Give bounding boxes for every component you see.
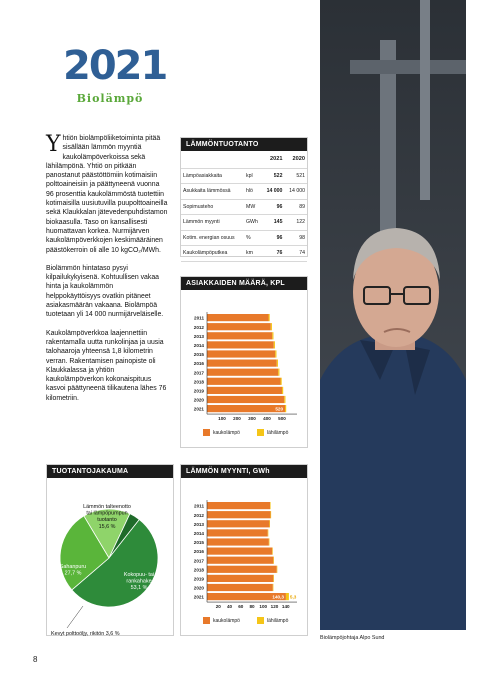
table-cell: 522 xyxy=(262,168,285,184)
legend-label-kaukolampo: kaukolämpö xyxy=(213,617,240,624)
y-tick-label: 2018 xyxy=(193,567,204,573)
table-header-cell: 2021 xyxy=(262,151,285,168)
customers-chart-box xyxy=(180,276,308,448)
bar-lahilampo xyxy=(273,584,274,591)
sales-chart-title: LÄMMÖN MYYNTI, GWh xyxy=(181,465,307,478)
y-tick-label: 2015 xyxy=(193,352,204,358)
pie-label-kokopuu: Kokopuu- tai rankahake 53,1 % xyxy=(123,572,155,592)
x-tick-label: 80 xyxy=(249,604,255,608)
table-cell: 98 xyxy=(284,230,307,246)
dropcap: Y xyxy=(46,132,61,157)
bar-kaukolampo xyxy=(207,323,271,330)
x-tick-label: 40 xyxy=(226,604,233,608)
table-header-cell: 2020 xyxy=(284,151,307,168)
bar-kaukolampo xyxy=(207,360,277,367)
legend-swatch-lahilampo xyxy=(257,429,264,436)
legend-label-lahilampo: lähilämpö xyxy=(266,429,289,436)
legend-swatch-kaukolampo xyxy=(203,429,210,436)
bar-kaukolampo xyxy=(207,538,269,545)
bar-kaukolampo xyxy=(207,557,273,564)
y-tick-label: 2020 xyxy=(193,585,204,591)
table-header-cell xyxy=(244,151,262,168)
paragraph-3: Kaukolämpöverkkoa laajennettiin rakentamalla uutta runkolinjaa ja uusia talohaaroja yhteensä 1,8 kilometrin verran. Rakentamisen painopiste oli Klaukkalassa ja yhtiön kaukolämpöverkon kokonaispituus kasvoi päättyneenä tilikautena lähes 76 kilometriin. xyxy=(46,329,167,402)
page-number: 8 xyxy=(33,655,38,664)
bar-lahilampo xyxy=(272,332,273,339)
bar-lahilampo xyxy=(273,557,274,564)
y-tick-label: 2021 xyxy=(193,406,204,412)
bar-kaukolampo xyxy=(207,520,269,527)
bar-kaukolampo xyxy=(207,341,274,348)
y-tick-label: 2011 xyxy=(194,503,204,509)
table-cell: Lämpöasiakkaita xyxy=(181,168,244,184)
heat-production-box xyxy=(180,137,308,257)
table-row xyxy=(181,215,307,231)
table-cell: Kaukolämpöputkea xyxy=(181,246,244,262)
x-tick-label: 120 xyxy=(270,604,279,608)
x-tick-label: 500 xyxy=(278,416,286,420)
production-pie-box xyxy=(46,464,174,636)
table-row xyxy=(181,230,307,246)
bar-kaukolampo xyxy=(207,387,282,394)
customers-bar-chart xyxy=(181,290,307,420)
article-body xyxy=(46,134,168,403)
portrait-photo xyxy=(320,0,466,630)
bar-kaukolampo xyxy=(207,548,272,555)
heat-production-title: LÄMMÖNTUOTANTO xyxy=(181,138,307,151)
table-cell: 96 xyxy=(262,199,285,215)
table-cell: 14 000 xyxy=(262,184,285,200)
table-row xyxy=(181,246,307,262)
heat-production-table xyxy=(181,151,307,262)
pie-label-sahanpuru: Sahanpuru 27,7 % xyxy=(59,564,87,577)
data-label: 140,3 xyxy=(272,594,284,600)
bar-kaukolampo xyxy=(207,502,270,509)
table-header-cell xyxy=(181,151,244,168)
table-row xyxy=(181,168,307,184)
y-tick-label: 2017 xyxy=(193,370,204,376)
x-tick-label: 200 xyxy=(233,416,241,420)
bar-kaukolampo xyxy=(207,369,278,376)
bar-lahilampo xyxy=(269,538,270,545)
bar-kaukolampo xyxy=(207,314,269,321)
production-pie-title: TUOTANTOJAKAUMA xyxy=(47,465,173,478)
section-label: Biolämpö xyxy=(76,92,144,105)
table-cell: Asukkaita lämmössä xyxy=(181,184,244,200)
bar-lahilampo xyxy=(270,502,271,509)
y-tick-label: 2012 xyxy=(193,324,204,330)
y-tick-label: 2019 xyxy=(193,576,204,582)
table-cell: 521 xyxy=(284,168,307,184)
y-tick-label: 2012 xyxy=(193,512,204,518)
bar-kaukolampo xyxy=(207,396,284,403)
bar-lahilampo xyxy=(277,360,278,367)
table-cell: Sopimusteho xyxy=(181,199,244,215)
y-tick-label: 2020 xyxy=(193,397,204,403)
table-cell: 96 xyxy=(262,230,285,246)
table-cell: kpl xyxy=(244,168,262,184)
y-tick-label: 2021 xyxy=(193,594,204,600)
bar-lahilampo xyxy=(278,369,279,376)
bar-kaukolampo xyxy=(207,405,285,412)
table-row xyxy=(181,184,307,200)
y-tick-label: 2014 xyxy=(193,531,204,536)
paragraph-1-text: htiön biolämpöliiketoiminta pitää sisällään lämmön myyntiä kaukolämpöverkoissa sekä lähilämpönä. Yhtiö on pitkään panostanut päästöttömiin kotimaisiin polttoaineisiin ja päättyneenä vuonna 96 prosenttia kaukolämmöstä tuotettiin kotimaisilla uusiutuvilla puupolttoaineilla sekä Klaukkalan jätevedenpuhdistamon biokaasulla. Taso on kansallisesti huomattavan korkea. Nurmijärven kaukolämpöverkkojen keskimääräinen päästökerroin oli alle 10 kgCO₂/MWh. xyxy=(46,135,168,254)
table-cell: km xyxy=(244,246,262,262)
legend-swatch-kaukolampo xyxy=(203,617,210,624)
table-cell: hlö xyxy=(244,184,262,200)
data-label: 5,3 xyxy=(289,594,297,600)
table-cell: 14 000 xyxy=(284,184,307,200)
x-tick-label: 300 xyxy=(248,416,256,420)
y-tick-label: 2018 xyxy=(193,379,204,385)
customers-legend xyxy=(203,429,288,436)
y-tick-label: 2019 xyxy=(193,388,204,394)
table-cell: Lämmön myynti xyxy=(181,215,244,231)
bar-kaukolampo xyxy=(207,575,273,582)
table-header-row xyxy=(181,151,307,168)
y-tick-label: 2011 xyxy=(194,315,204,321)
table-cell: 122 xyxy=(284,215,307,231)
bar-kaukolampo xyxy=(207,584,273,591)
bar-kaukolampo xyxy=(207,529,268,536)
pie-leader-line xyxy=(67,606,83,628)
y-tick-label: 2013 xyxy=(193,333,204,339)
bar-lahilampo xyxy=(268,529,269,536)
sales-legend xyxy=(203,617,288,624)
bar-lahilampo xyxy=(273,575,274,582)
year-title: 2021 xyxy=(63,43,167,89)
bar-lahilampo xyxy=(281,378,282,385)
bar-kaukolampo xyxy=(207,566,277,573)
legend-swatch-lahilampo xyxy=(257,617,264,624)
customers-chart-title: ASIAKKAIDEN MÄÄRÄ, KPL xyxy=(181,277,307,290)
table-cell: 74 xyxy=(284,246,307,262)
bar-kaukolampo xyxy=(207,332,272,339)
sales-bar-chart xyxy=(181,478,307,608)
table-cell: % xyxy=(244,230,262,246)
bar-kaukolampo xyxy=(207,511,271,518)
table-row xyxy=(181,199,307,215)
bar-lahilampo xyxy=(277,566,278,573)
sales-chart-box xyxy=(180,464,308,636)
y-tick-label: 2016 xyxy=(193,361,204,367)
x-tick-label: 100 xyxy=(259,604,268,608)
paragraph-2: Biolämmön hintataso pysyi kilpailukykyisenä. Kohtuullisen vakaa hinta ja kaukolämmön helppokäyttöisyys ovatkin pitäneet asiakasmäärän vakaana. Biolämpöä tuotetaan yli 14 000 nurmijärveläiselle. xyxy=(46,264,164,319)
bar-lahilampo xyxy=(282,387,283,394)
legend-label-lahilampo: lähilämpö xyxy=(266,617,289,624)
table-cell: 145 xyxy=(262,215,285,231)
legend-label-kaukolampo: kaukolämpö xyxy=(213,429,240,436)
pie-label-kevyt: Kevyt polttoöljy, rikitön 3,6 % xyxy=(51,631,120,637)
table-cell: MW xyxy=(244,199,262,215)
paragraph-1 xyxy=(46,134,168,255)
portrait-illustration xyxy=(320,0,466,630)
data-label: 520 xyxy=(275,406,283,412)
photo-caption: Biolämpöjohtaja Alpo Sund xyxy=(320,635,385,641)
x-tick-label: 140 xyxy=(281,604,290,608)
y-tick-label: 2014 xyxy=(193,343,204,348)
bar-lahilampo xyxy=(284,396,285,403)
bar-lahilampo xyxy=(272,548,273,555)
bar-lahilampo xyxy=(286,593,289,600)
bar-lahilampo xyxy=(274,341,275,348)
table-cell: GWh xyxy=(244,215,262,231)
bar-lahilampo xyxy=(269,314,270,321)
table-cell: Kotim. energian osuus xyxy=(181,230,244,246)
bar-kaukolampo xyxy=(207,350,275,357)
y-tick-label: 2016 xyxy=(193,549,204,555)
pie-label-talteenotto: Lämmön talteenotto tai lämpöpumpun tuotanto 15,6 % xyxy=(83,504,131,530)
bar-lahilampo xyxy=(269,520,270,527)
bar-kaukolampo xyxy=(207,378,281,385)
bar-lahilampo xyxy=(275,350,276,357)
table-cell: 89 xyxy=(284,199,307,215)
x-tick-label: 20 xyxy=(215,604,221,608)
x-tick-label: 100 xyxy=(218,416,226,420)
y-tick-label: 2015 xyxy=(193,540,204,546)
y-tick-label: 2013 xyxy=(193,521,204,527)
table-cell: 76 xyxy=(262,246,285,262)
production-pie-chart xyxy=(47,478,173,638)
x-tick-label: 60 xyxy=(238,604,244,608)
bar-lahilampo xyxy=(271,323,272,330)
bar-lahilampo xyxy=(285,405,286,412)
y-tick-label: 2017 xyxy=(193,558,204,564)
bar-lahilampo xyxy=(271,511,272,518)
x-tick-label: 400 xyxy=(263,416,271,420)
